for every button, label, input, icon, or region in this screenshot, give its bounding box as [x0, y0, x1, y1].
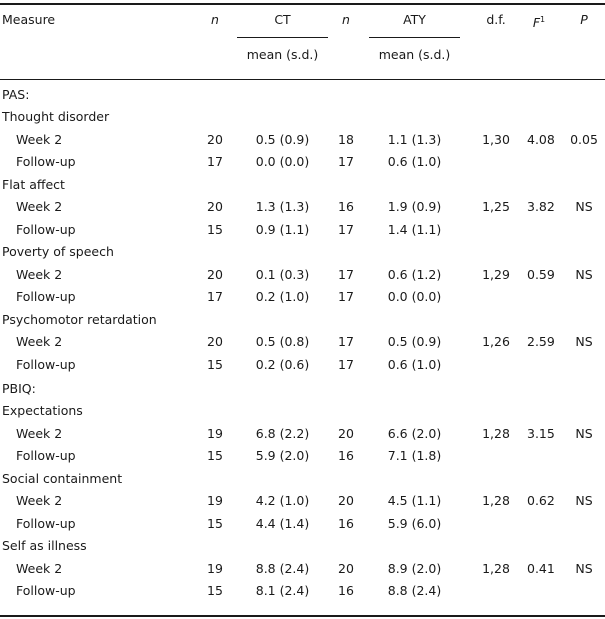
cell-n-aty: 17 [338, 289, 354, 304]
cell-n-aty: 20 [338, 426, 354, 441]
cell-n-ct: 17 [207, 289, 223, 304]
cell-ct-mean: 0.2 (0.6) [255, 357, 310, 372]
cell-ct-mean: 8.8 (2.4) [255, 561, 310, 576]
row-label-timepoint: Week 2 [16, 493, 63, 508]
cell-aty-mean: 4.5 (1.1) [387, 493, 442, 508]
ct-underline [237, 37, 328, 38]
cell-aty-mean: 0.6 (1.0) [387, 154, 442, 169]
cell-ct-mean: 5.9 (2.0) [255, 448, 310, 463]
header-n-ct: n [211, 12, 219, 27]
row-label-timepoint: Follow-up [16, 583, 76, 598]
cell-p: NS [575, 561, 593, 576]
cell-ct-mean: 0.0 (0.0) [255, 154, 310, 169]
row-label-timepoint: Week 2 [16, 561, 63, 576]
row-label-timepoint: Follow-up [16, 448, 76, 463]
cell-aty-mean: 8.9 (2.0) [387, 561, 442, 576]
row-label-measure: Self as illness [2, 538, 87, 553]
cell-aty-mean: 0.5 (0.9) [387, 334, 442, 349]
cell-ct-mean: 0.5 (0.8) [255, 334, 310, 349]
header-df: d.f. [486, 12, 506, 27]
header-aty: ATY [403, 12, 426, 27]
cell-n-ct: 20 [207, 334, 223, 349]
row-label-measure: PBIQ: [2, 381, 36, 396]
cell-df: 1,28 [482, 561, 510, 576]
row-label-timepoint: Follow-up [16, 222, 76, 237]
row-label-measure: Psychomotor retardation [2, 312, 157, 327]
header-bottom-rule [0, 79, 605, 80]
row-label-measure: Thought disorder [2, 109, 110, 124]
cell-df: 1,26 [482, 334, 510, 349]
header-f-superscript: 1 [540, 15, 546, 24]
cell-n-ct: 19 [207, 426, 223, 441]
row-label-measure: Expectations [2, 403, 83, 418]
cell-n-aty: 18 [338, 132, 354, 147]
cell-n-ct: 17 [207, 154, 223, 169]
cell-aty-mean: 0.0 (0.0) [387, 289, 442, 304]
row-label-timepoint: Week 2 [16, 199, 63, 214]
row-label-timepoint: Follow-up [16, 154, 76, 169]
row-label-timepoint: Week 2 [16, 132, 63, 147]
cell-df: 1,29 [482, 267, 510, 282]
cell-ct-mean: 0.5 (0.9) [255, 132, 310, 147]
cell-ct-mean: 0.2 (1.0) [255, 289, 310, 304]
cell-aty-mean: 7.1 (1.8) [387, 448, 442, 463]
cell-f: 3.15 [527, 426, 555, 441]
cell-p: NS [575, 199, 593, 214]
cell-df: 1,30 [482, 132, 510, 147]
cell-n-ct: 15 [207, 357, 223, 372]
cell-aty-mean: 5.9 (6.0) [387, 516, 442, 531]
cell-aty-mean: 1.4 (1.1) [387, 222, 442, 237]
cell-n-aty: 16 [338, 516, 354, 531]
row-label-timepoint: Follow-up [16, 357, 76, 372]
cell-df: 1,25 [482, 199, 510, 214]
cell-n-ct: 15 [207, 516, 223, 531]
cell-f: 0.62 [527, 493, 555, 508]
cell-aty-mean: 0.6 (1.2) [387, 267, 442, 282]
bottom-rule [0, 615, 605, 617]
cell-p: NS [575, 267, 593, 282]
row-label-timepoint: Week 2 [16, 334, 63, 349]
header-measure: Measure [2, 12, 56, 27]
cell-aty-mean: 1.9 (0.9) [387, 199, 442, 214]
cell-f: 3.82 [527, 199, 555, 214]
header-f-label: F [532, 15, 541, 30]
cell-p: 0.05 [570, 132, 598, 147]
row-label-measure: Poverty of speech [2, 244, 114, 259]
row-label-timepoint: Follow-up [16, 289, 76, 304]
cell-f: 2.59 [527, 334, 555, 349]
cell-n-aty: 17 [338, 334, 354, 349]
cell-aty-mean: 8.8 (2.4) [387, 583, 442, 598]
cell-aty-mean: 6.6 (2.0) [387, 426, 442, 441]
header-f [527, 12, 551, 31]
cell-f: 0.59 [527, 267, 555, 282]
cell-df: 1,28 [482, 493, 510, 508]
cell-ct-mean: 0.9 (1.1) [255, 222, 310, 237]
cell-f: 0.41 [527, 561, 555, 576]
cell-n-aty: 20 [338, 493, 354, 508]
header-ct: CT [274, 12, 291, 27]
cell-n-ct: 19 [207, 493, 223, 508]
cell-n-aty: 17 [338, 154, 354, 169]
cell-n-ct: 15 [207, 222, 223, 237]
cell-n-ct: 20 [207, 267, 223, 282]
header-aty-subheading: mean (s.d.) [378, 47, 451, 62]
cell-aty-mean: 0.6 (1.0) [387, 357, 442, 372]
cell-n-aty: 16 [338, 448, 354, 463]
cell-p: NS [575, 334, 593, 349]
cell-n-aty: 17 [338, 357, 354, 372]
cell-f: 4.08 [527, 132, 555, 147]
cell-n-aty: 16 [338, 583, 354, 598]
cell-df: 1,28 [482, 426, 510, 441]
cell-ct-mean: 0.1 (0.3) [255, 267, 310, 282]
top-rule [0, 3, 605, 5]
cell-n-ct: 15 [207, 448, 223, 463]
row-label-measure: Social containment [2, 471, 123, 486]
row-label-timepoint: Week 2 [16, 426, 63, 441]
row-label-measure: Flat affect [2, 177, 65, 192]
cell-n-ct: 20 [207, 199, 223, 214]
cell-ct-mean: 4.2 (1.0) [255, 493, 310, 508]
cell-n-ct: 19 [207, 561, 223, 576]
row-label-timepoint: Week 2 [16, 267, 63, 282]
header-ct-subheading: mean (s.d.) [246, 47, 319, 62]
cell-n-aty: 17 [338, 267, 354, 282]
cell-n-ct: 20 [207, 132, 223, 147]
header-p: P [580, 12, 588, 27]
cell-p: NS [575, 493, 593, 508]
cell-ct-mean: 1.3 (1.3) [255, 199, 310, 214]
aty-underline [369, 37, 460, 38]
cell-ct-mean: 4.4 (1.4) [255, 516, 310, 531]
cell-p: NS [575, 426, 593, 441]
cell-n-aty: 20 [338, 561, 354, 576]
row-label-measure: PAS: [2, 87, 30, 102]
cell-n-aty: 17 [338, 222, 354, 237]
row-label-timepoint: Follow-up [16, 516, 76, 531]
cell-n-ct: 15 [207, 583, 223, 598]
cell-ct-mean: 6.8 (2.2) [255, 426, 310, 441]
cell-n-aty: 16 [338, 199, 354, 214]
cell-aty-mean: 1.1 (1.3) [387, 132, 442, 147]
cell-ct-mean: 8.1 (2.4) [255, 583, 310, 598]
header-n-aty: n [342, 12, 350, 27]
